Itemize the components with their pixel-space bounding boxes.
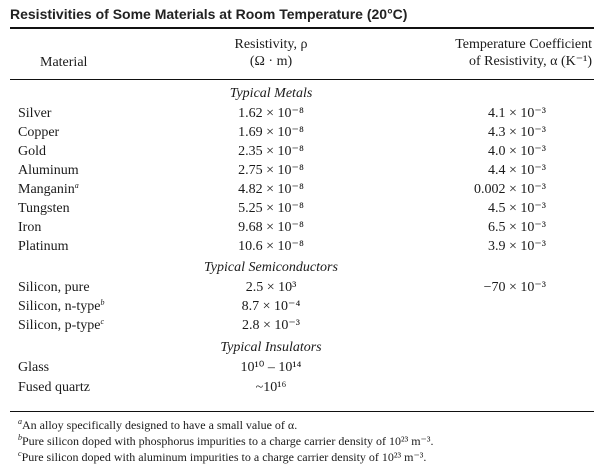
material-name: Copper (18, 125, 60, 140)
footnote-a-mark: a (18, 417, 22, 426)
footnote-marker: b (100, 298, 105, 307)
footnote-marker: a (74, 181, 79, 190)
footnote-marker: c (100, 317, 104, 326)
coefficient-value: 4.5 × 10⁻³ (488, 201, 546, 216)
table-row (0, 124, 602, 142)
coefficient-value: 4.4 × 10⁻³ (488, 163, 546, 178)
resistivity-value: 4.82 × 10⁻⁸ (238, 182, 304, 197)
header-resistivity-line1: Resistivity, ρ (234, 37, 308, 52)
header-coef-line1: Temperature Coefficient (455, 37, 592, 52)
coefficient-value: 4.1 × 10⁻³ (488, 106, 546, 121)
footnote-c (18, 450, 426, 465)
material-name (18, 181, 79, 199)
table-row (0, 279, 602, 297)
resistivity-value: 9.68 × 10⁻⁸ (238, 220, 304, 235)
material-name: Silicon, pure (18, 280, 90, 295)
resistivity-value: 10.6 × 10⁻⁸ (238, 239, 304, 254)
material-name-text: Silicon, p-type (18, 318, 101, 333)
material-name: Platinum (18, 239, 69, 254)
table-row (0, 105, 602, 123)
footnote-a (18, 418, 297, 433)
footnote-c-mark: c (18, 449, 22, 458)
header-coef-line2: of Resistivity, α (K⁻¹) (468, 54, 592, 69)
material-name: Aluminum (18, 163, 79, 178)
table-title: Resistivities of Some Materials at Room Temperature (20°C) (10, 6, 408, 22)
material-name (18, 298, 104, 316)
material-name: Gold (18, 144, 46, 159)
footnote-b-text: Pure silicon doped with phosphorus impurities to a charge carrier density of 10²³ m⁻³. (22, 434, 434, 448)
resistivity-value: 1.69 × 10⁻⁸ (238, 125, 304, 140)
resistivity-value: 2.8 × 10⁻³ (242, 318, 300, 333)
coefficient-value: 6.5 × 10⁻³ (488, 220, 546, 235)
table-row (0, 379, 602, 397)
group-heading-semiconductors: Typical Semiconductors (204, 260, 338, 275)
coefficient-value: 0.002 × 10⁻³ (474, 182, 546, 197)
coefficient-value: 4.0 × 10⁻³ (488, 144, 546, 159)
material-name-text: Manganin (18, 182, 75, 197)
material-name: Tungsten (18, 201, 70, 216)
material-name: Iron (18, 220, 42, 235)
header-resistivity (200, 36, 342, 70)
footnote-a-text: An alloy specifically designed to have a small value of α. (22, 418, 298, 432)
resistivity-value: 2.75 × 10⁻⁸ (238, 163, 304, 178)
table-row (0, 317, 602, 335)
header-material: Material (40, 55, 88, 70)
footnote-b-mark: b (18, 433, 22, 442)
resistivity-value: 2.35 × 10⁻⁸ (238, 144, 304, 159)
group-heading-metals: Typical Metals (229, 86, 313, 101)
resistivity-value: 2.5 × 10³ (245, 280, 297, 295)
table-row (0, 219, 602, 237)
resistivity-value: 8.7 × 10⁻⁴ (241, 299, 301, 314)
table-row (0, 143, 602, 161)
group-heading-insulators: Typical Insulators (220, 340, 322, 355)
resistivity-value: 10¹⁰ – 10¹⁴ (240, 360, 302, 375)
header-temp-coefficient (410, 36, 592, 70)
table-row (0, 298, 602, 316)
material-name: Silver (18, 106, 52, 121)
header-rule (10, 79, 594, 80)
table-row (0, 359, 602, 377)
footnote-c-text: Pure silicon doped with aluminum impurities to a charge carrier density of 10²³ m⁻³. (21, 450, 427, 464)
coefficient-value: 4.3 × 10⁻³ (488, 125, 546, 140)
material-name: Glass (18, 360, 50, 375)
material-name (18, 317, 104, 335)
resistivity-value: 1.62 × 10⁻⁸ (238, 106, 304, 121)
table-row (0, 181, 602, 199)
header-resistivity-line2: (Ω · m) (249, 54, 293, 69)
resistivity-value: ~10¹⁶ (255, 380, 287, 395)
table-row (0, 238, 602, 256)
coefficient-value: 3.9 × 10⁻³ (488, 239, 546, 254)
coefficient-value: −70 × 10⁻³ (483, 280, 546, 295)
resistivity-value: 5.25 × 10⁻⁸ (238, 201, 304, 216)
footnote-b (18, 434, 434, 449)
table-row (0, 200, 602, 218)
material-name-text: Silicon, n-type (18, 299, 101, 314)
footer-rule (10, 411, 594, 412)
material-name: Fused quartz (18, 380, 90, 395)
table-row (0, 162, 602, 180)
top-rule (10, 27, 594, 29)
